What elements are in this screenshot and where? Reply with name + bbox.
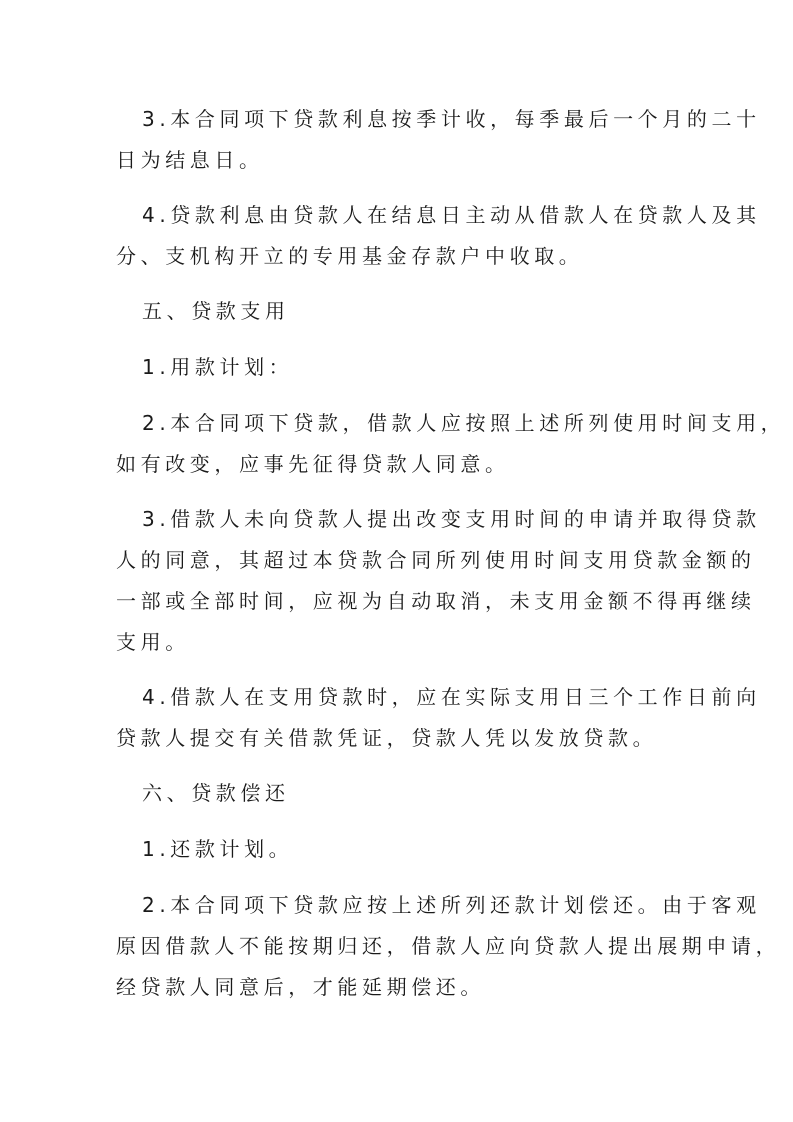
paragraph-line: 4.借款人在支用贷款时，应在实际支用日三个工作日前向 — [142, 685, 761, 709]
paragraph-line: 4.贷款利息由贷款人在结息日主动从借款人在贷款人及其 — [142, 203, 761, 227]
paragraph-line: 1.还款计划。 — [142, 837, 294, 861]
paragraph-line: 2.本合同项下贷款应按上述所列还款计划偿还。由于客观 — [142, 893, 761, 917]
paragraph-line: 3.本合同项下贷款利息按季计收，每季最后一个月的二十 — [142, 107, 761, 131]
paragraph-line: 如有改变，应事先征得贷款人同意。 — [116, 452, 510, 476]
paragraph-line: 分、支机构开立的专用基金存款户中收取。 — [116, 244, 584, 268]
paragraph-line: 支用。 — [116, 630, 190, 654]
paragraph-line: 3.借款人未向贷款人提出改变支用时间的申请并取得贷款 — [142, 507, 761, 531]
paragraph-line: 1.用款计划： — [142, 355, 294, 379]
paragraph-line: 贷款人提交有关借款凭证，贷款人凭以发放贷款。 — [116, 726, 658, 750]
paragraph-line: 日为结息日。 — [116, 148, 264, 172]
section-heading: 五、贷款支用 — [142, 299, 290, 323]
paragraph-line: 一部或全部时间，应视为自动取消，未支用金额不得再继续 — [116, 589, 756, 613]
paragraph-line: 经贷款人同意后，才能延期偿还。 — [116, 975, 485, 999]
section-heading: 六、贷款偿还 — [142, 781, 290, 805]
paragraph-line: 原因借款人不能按期归还，借款人应向贷款人提出展期申请， — [116, 934, 781, 958]
paragraph-line: 2.本合同项下贷款，借款人应按照上述所列使用时间支用， — [142, 411, 786, 435]
paragraph-line: 人的同意，其超过本贷款合同所列使用时间支用贷款金额的 — [116, 548, 756, 572]
